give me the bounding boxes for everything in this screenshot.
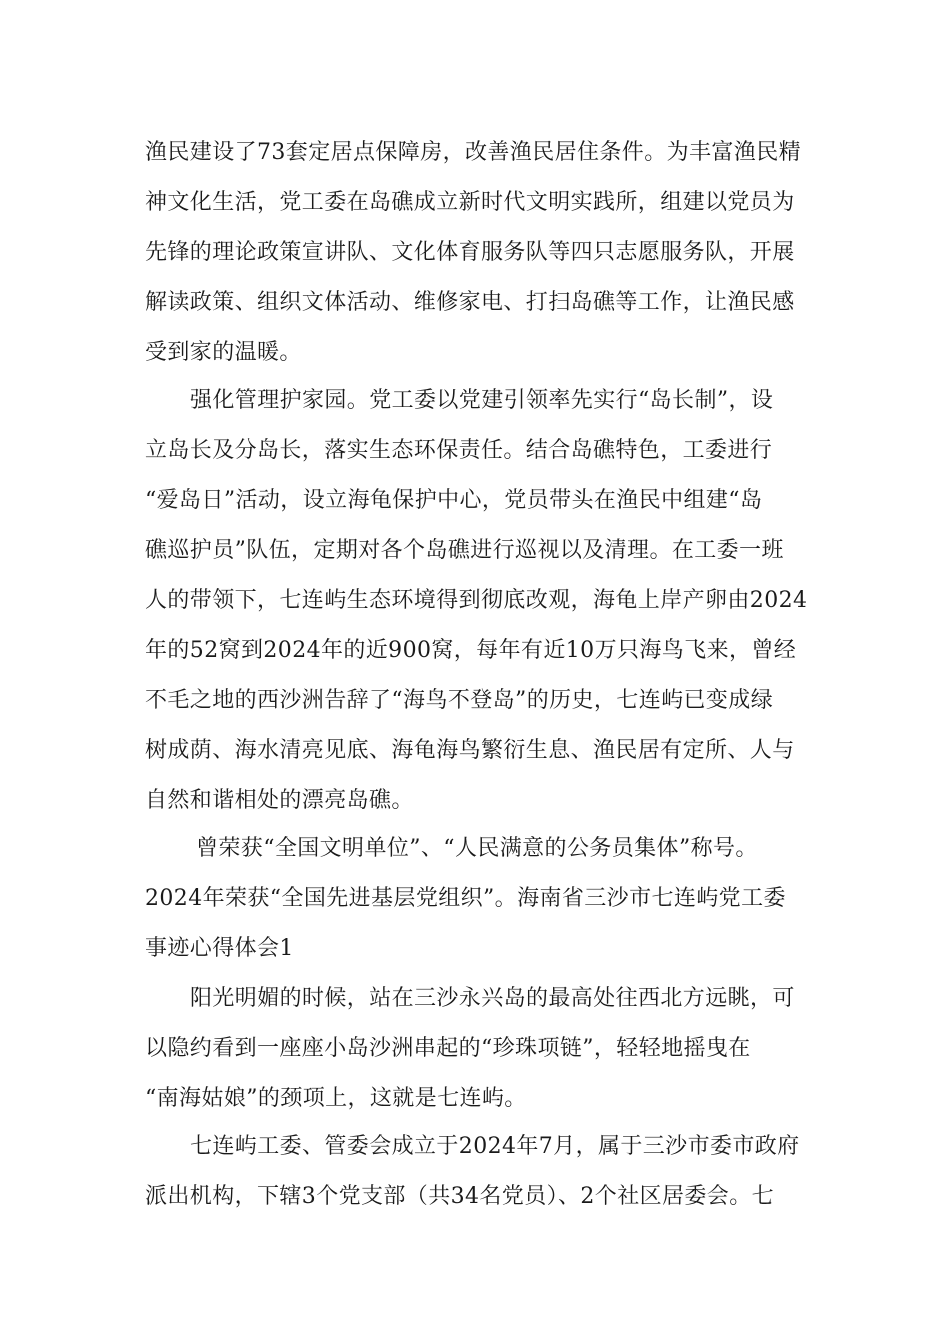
paragraph-start-line: 七连屿工委、管委会成立于2024年7月，属于三沙市委市政府 (190, 1134, 800, 1159)
text-line: 不毛之地的西沙洲告辞了“海鸟不登岛”的历史，七连屿已变成绿 (145, 688, 774, 713)
paragraph-start-line: 强化管理护家园。党工委以党建引领率先实行“岛长制”，设 (190, 388, 774, 413)
text-line: 立岛长及分岛长，落实生态环保责任。结合岛礁特色，工委进行 (145, 438, 773, 463)
text-line: 渔民建设了73套定居点保障房，改善渔民居住条件。为丰富渔民精 (145, 140, 801, 165)
text-line: 受到家的温暖。 (145, 340, 302, 365)
text-line: 树成荫、海水清亮见底、海龟海鸟繁衍生息、渔民居有定所、人与 (145, 738, 795, 763)
text-line: 2024年荣获“全国先进基层党组织”。海南省三沙市七连屿党工委 (145, 886, 786, 911)
text-line: 神文化生活，党工委在岛礁成立新时代文明实践所，组建以党员为 (145, 190, 795, 215)
text-line: “南海姑娘”的颈项上，这就是七连屿。 (145, 1086, 527, 1111)
text-line: 解读政策、组织文体活动、维修家电、打扫岛礁等工作，让渔民感 (145, 290, 795, 315)
text-line: 事迹心得体会1 (145, 936, 294, 961)
text-line: 人的带领下，七连屿生态环境得到彻底改观，海龟上岸产卵由2024 (145, 588, 808, 613)
text-line: 年的52窝到2024年的近900窝，每年有近10万只海鸟飞来，曾经 (145, 638, 797, 663)
text-line: 派出机构，下辖3个党支部（共34名党员）、2个社区居委会。七 (145, 1184, 774, 1209)
text-line: 礁巡护员”队伍，定期对各个岛礁进行巡视以及清理。在工委一班 (145, 538, 784, 563)
text-line: 自然和谐相处的漂亮岛礁。 (145, 788, 414, 813)
paragraph-start-line: 曾荣获“全国文明单位”、“人民满意的公务员集体”称号。 (196, 836, 758, 861)
text-line: 先锋的理论政策宣讲队、文化体育服务队等四只志愿服务队，开展 (145, 240, 795, 265)
paragraph-start-line: 阳光明媚的时候，站在三沙永兴岛的最高处往西北方远眺，可 (190, 986, 795, 1011)
text-line: 以隐约看到一座座小岛沙洲串起的“珍珠项链”，轻轻地摇曳在 (145, 1036, 751, 1061)
text-line: “爱岛日”活动，设立海龟保护中心，党员带头在渔民中组建“岛 (145, 488, 763, 513)
